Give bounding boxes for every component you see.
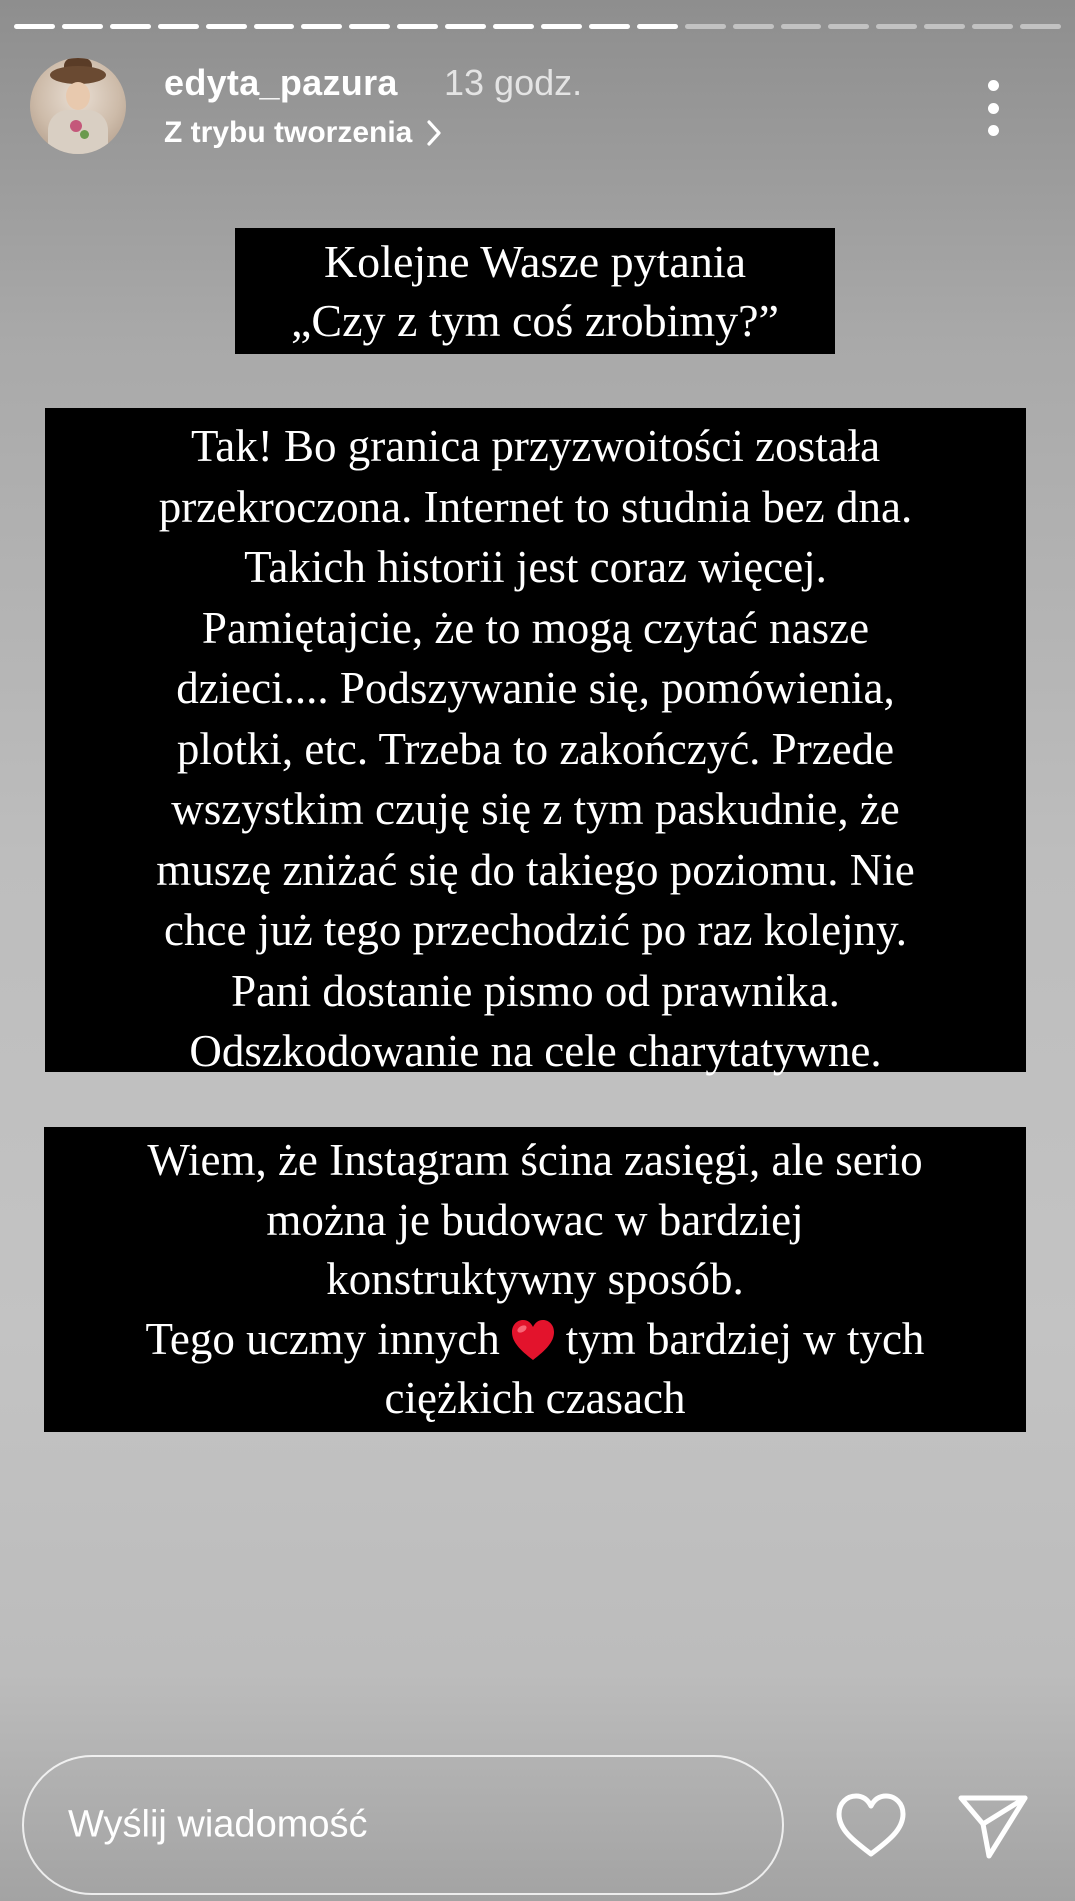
story-progress-segment (445, 24, 486, 29)
story-text-box-main (45, 408, 1026, 1076)
story-text-box-title (235, 228, 835, 354)
send-message-input[interactable] (22, 1755, 784, 1895)
chevron-right-icon (426, 119, 442, 147)
story-progress-segment (62, 24, 103, 29)
story-progress-segment (924, 24, 965, 29)
story-closing-line-2: można je budowac w bardziej (266, 1194, 804, 1245)
story-progress-segment (541, 24, 582, 29)
story-progress-segment (158, 24, 199, 29)
story-closing-line-1: Wiem, że Instagram ścina zasięgi, ale serio (147, 1135, 923, 1185)
story-progress-segment (733, 24, 774, 29)
closing-line-4-end: tym bardziej w tych (565, 1313, 925, 1364)
story-progress-segment (1020, 24, 1061, 29)
post-time: 13 godz. (444, 62, 583, 103)
message-placeholder: Wyślij wiadomość (68, 1803, 368, 1846)
story-progress-segment (349, 24, 390, 29)
story-progress-segment (589, 24, 630, 29)
story-closing-line-3: konstruktywny sposób. (326, 1254, 744, 1304)
story-progress-segment (206, 24, 247, 29)
story-progress-segment (110, 24, 151, 29)
heart-outline-icon[interactable] (834, 1790, 908, 1860)
story-progress-segment (301, 24, 342, 29)
story-progress-segment (781, 24, 822, 29)
story-text-box-closing (44, 1127, 1026, 1432)
story-progress-segment (876, 24, 917, 29)
story-progress-segment (254, 24, 295, 29)
story-progress-bar (14, 24, 1061, 29)
story-text-title: Kolejne Wasze pytania „Czy z tym coś zrobimy?” (291, 236, 779, 346)
username[interactable]: edyta_pazura (164, 62, 398, 103)
more-options-button[interactable] (983, 80, 1003, 136)
story-closing-line-4 (50, 1310, 1020, 1370)
story-progress-segment (637, 24, 678, 29)
story-progress-segment (685, 24, 726, 29)
story-header (30, 58, 1055, 158)
story-text-main: Tak! Bo granica przyzwoitości została przekroczona. Internet to studnia bez dna. Takich historii jest coraz więcej. Pamiętajcie, że to mogą czytać nasze dzieci.... Podszywanie się, pomówienia, plotki, etc. Trzeba to zakończyć. Przede wszystkim czuję się z tym paskudnie, że muszę zniżać się do takiego poziomu. Nie chce już tego przechodzić po raz kolejny. Pani dostanie pismo od prawnika. Odszkodowanie na cele charytatywne. (156, 421, 915, 1076)
creation-mode-link[interactable] (164, 116, 442, 150)
story-progress-segment (14, 24, 55, 29)
paper-plane-icon[interactable] (956, 1790, 1030, 1860)
story-progress-segment (493, 24, 534, 29)
creation-mode-label: Z trybu tworzenia (164, 116, 413, 149)
story-progress-segment (397, 24, 438, 29)
story-progress-segment (828, 24, 869, 29)
story-progress-segment (972, 24, 1013, 29)
red-heart-emoji-icon (510, 1318, 556, 1362)
avatar[interactable] (30, 58, 126, 154)
closing-line-4-start: Tego uczmy innych (145, 1313, 500, 1364)
story-closing-line-5: ciężkich czasach (384, 1373, 686, 1423)
